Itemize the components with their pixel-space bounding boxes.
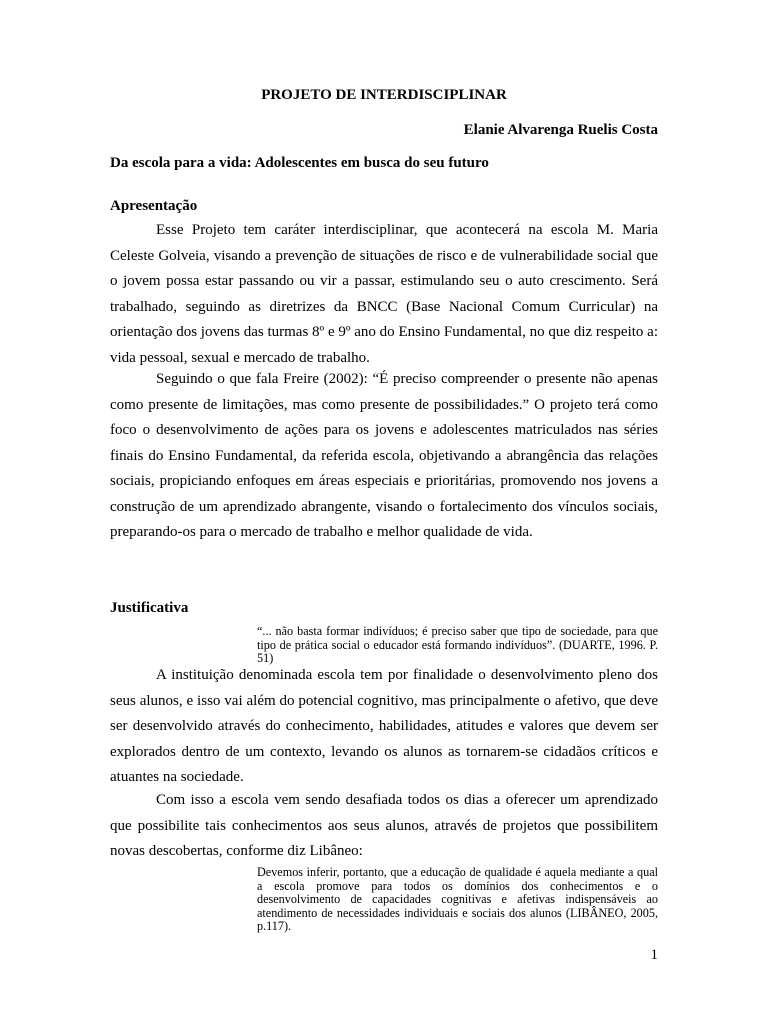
- paragraph-justificativa-2: Com isso a escola vem sendo desafiada todos os dias a oferecer um aprendizado que possibilite tais conhecimentos aos seus alunos, através de projetos que possibilitem novas descobertas, conforme diz Libâneo:: [110, 792, 658, 859]
- paragraph-apresentacao-1: Esse Projeto tem caráter interdisciplinar, que acontecerá na escola M. Maria Celeste Golveia, visando a prevenção de situações de risco e de vulnerabilidade social que o jovem possa estar passando ou vir a passar, estimulando seu o auto crescimento. Será trabalhado, seguindo as diretrizes da BNCC (Base Nacional Comum Curricular) na orientação dos jovens das turmas 8º e 9º ano do Ensino Fundamental, no que diz respeito a: vida pessoal, sexual e mercado de trabalho.: [110, 222, 658, 366]
- document-title: PROJETO DE INTERDISCIPLINAR: [261, 87, 507, 103]
- paragraph-justificativa-1: A instituição denominada escola tem por finalidade o desenvolvimento pleno dos seus alunos, e isso vai além do potencial cognitivo, mas principalmente o afetivo, que deve ser desenvolvido através do conhecimento, habilidades, atitudes e valores que devem ser explorados dentro de um contexto, levando os alunos as tornarem-se cidadãos críticos e atuantes na sociedade.: [110, 667, 658, 785]
- block-quote-libaneo: Devemos inferir, portanto, que a educação de qualidade é aquela mediante a qual a escola promove para todos os domínios dos conhecimentos e o desenvolvimento de capacidades cognitivas e afetivas indispensáveis ao atendimento de necessidades individuais e sociais dos alunos (LIBÂNEO, 2005, p.117).: [257, 865, 658, 934]
- paragraph-apresentacao-2: Seguindo o que fala Freire (2002): “É preciso compreender o presente não apenas como presente de limitações, mas como presente de possibilidades.” O projeto terá como foco o desenvolvimento de ações para os jovens e adolescentes matriculados nas séries finais do Ensino Fundamental, da referida escola, objetivando a abrangência das relações sociais, propiciando enfoques em áreas especiais e prioritárias, promovendo nos jovens a construção de um aprendizado abrangente, visando o fortalecimento dos vínculos sociais, preparando-os para o mercado de trabalho e melhor qualidade de vida.: [110, 371, 658, 540]
- section-heading-apresentacao: Apresentação: [110, 198, 198, 214]
- project-subtitle: Da escola para a vida: Adolescentes em busca do seu futuro: [110, 155, 489, 171]
- epigraph-quote: “... não basta formar indivíduos; é preciso saber que tipo de sociedade, para que tipo de prática social o educador está formando indivíduos”. (DUARTE, 1996. P. 51): [257, 624, 658, 666]
- author-name: Elanie Alvarenga Ruelis Costa: [463, 122, 658, 138]
- section-heading-justificativa: Justificativa: [110, 600, 189, 616]
- page-number: 1: [650, 947, 658, 963]
